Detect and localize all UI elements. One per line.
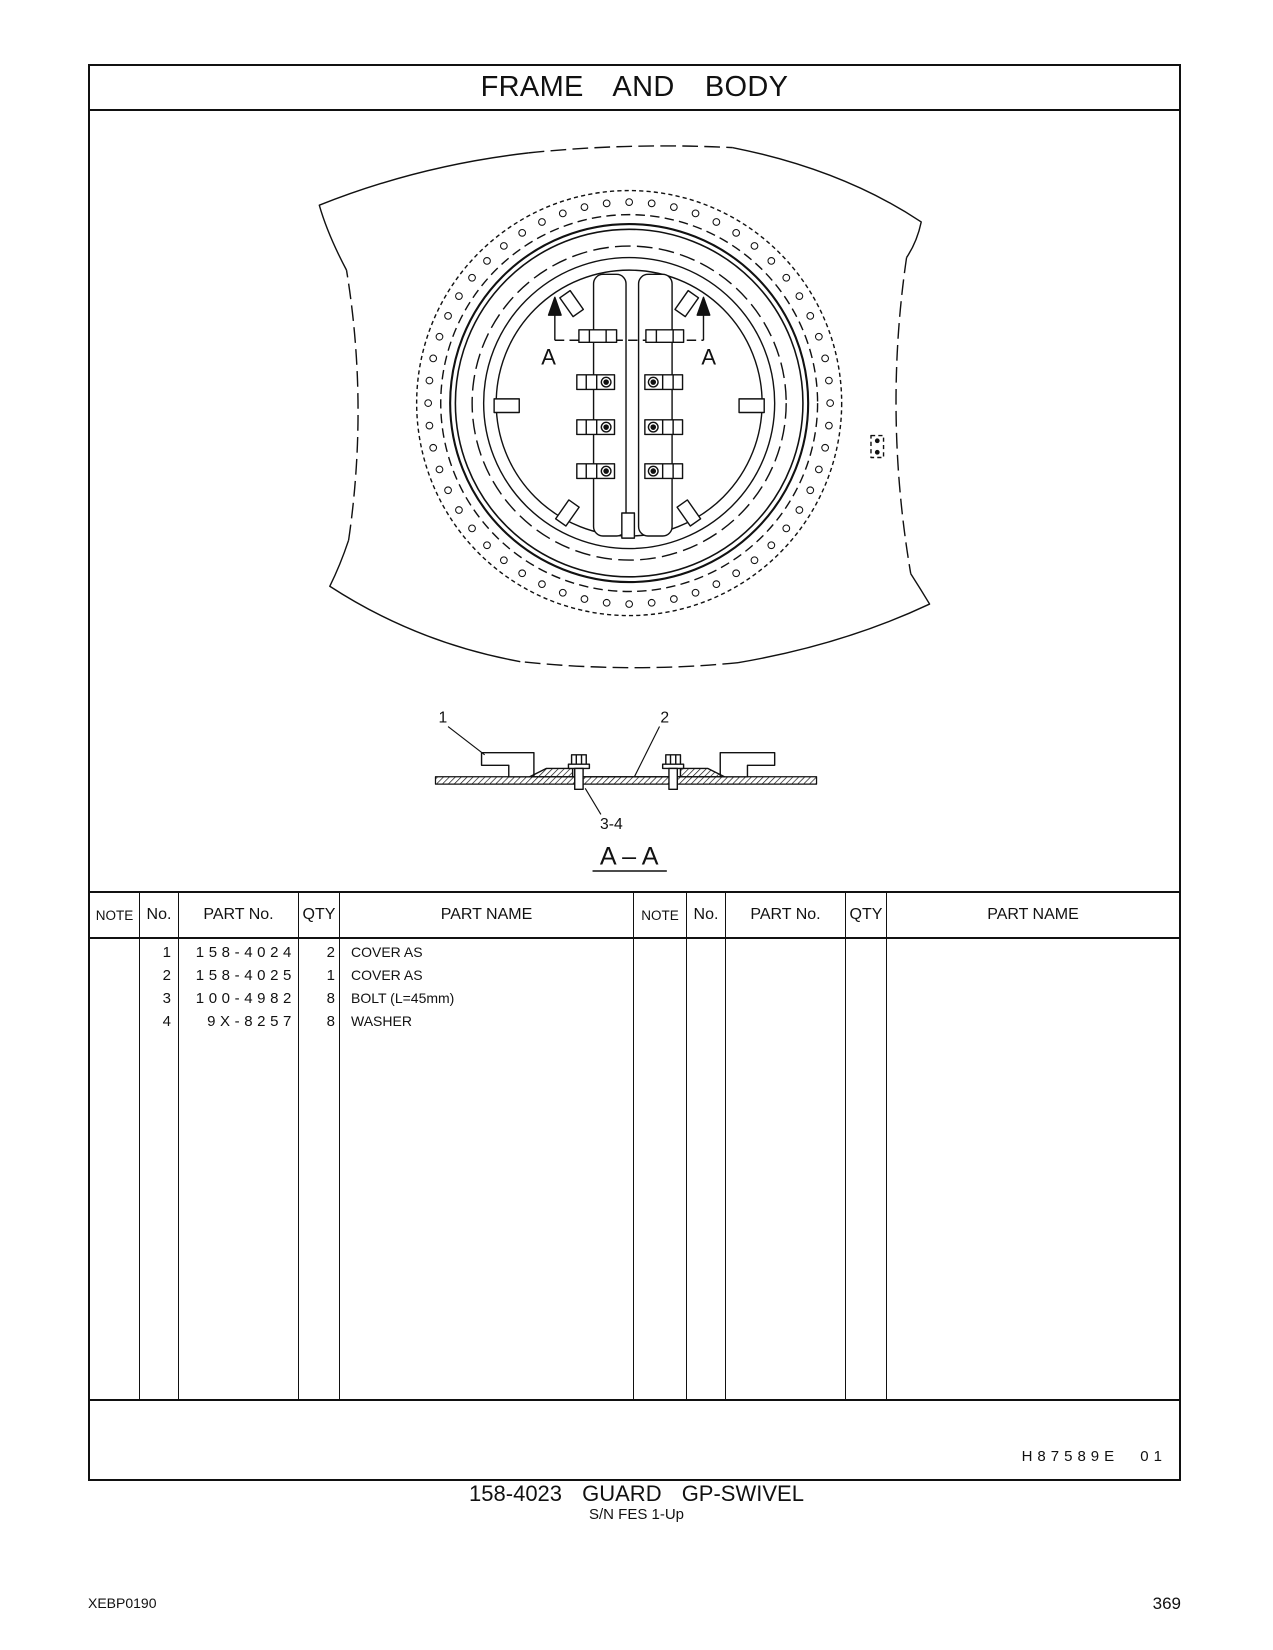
part-name: WASHER — [351, 1013, 412, 1029]
tab — [560, 291, 584, 317]
cover-tabs — [494, 291, 764, 539]
quantity: 1 — [326, 967, 335, 984]
bolt-hole — [815, 333, 822, 340]
item-number: 1 — [162, 944, 171, 961]
bolt-hole — [713, 581, 720, 588]
bolt-hole — [436, 466, 443, 473]
bolt-hole — [519, 570, 526, 577]
parts-list — [90, 941, 1179, 1033]
bolt-hole — [469, 274, 476, 281]
bolt-hole — [436, 333, 443, 340]
plan-view — [319, 146, 929, 668]
part-number: 100-4982 — [195, 990, 296, 1007]
callout-3-4: 3-4 — [600, 816, 623, 834]
bolt-hole — [430, 444, 437, 451]
note-cell — [90, 964, 140, 987]
header-quantity: QTY — [299, 893, 340, 937]
part-name: COVER AS — [351, 944, 423, 960]
tab — [675, 291, 699, 317]
bolt-hole — [603, 200, 610, 207]
swing-bearing-ring — [417, 191, 842, 616]
bolt-hole — [671, 596, 678, 603]
bolt-hole — [426, 377, 433, 384]
part-name: BOLT (L=45mm) — [351, 990, 455, 1006]
arrow-up-icon — [549, 297, 562, 315]
section-marker-left: A — [541, 344, 556, 370]
bolt-hole — [822, 355, 829, 362]
bolt-hole — [519, 230, 526, 237]
bolt-hole — [484, 258, 491, 265]
page-title: FRAME AND BODY — [90, 66, 1179, 111]
part-number: 9X-8257 — [207, 1013, 296, 1030]
cover-clamp — [577, 420, 615, 435]
note-cell — [90, 941, 140, 964]
cover-clamp — [577, 375, 615, 390]
bolt-hole — [783, 274, 790, 281]
bolt-hole — [426, 422, 433, 429]
quantity: 8 — [326, 1013, 335, 1030]
serial-number-range: S/N FES 1-Up — [588, 1506, 685, 1523]
cover-clamp — [645, 375, 683, 390]
cover-left — [594, 274, 626, 536]
bolt-hole — [783, 525, 790, 532]
catalog-frame — [88, 64, 1181, 1481]
part-name: COVER AS — [351, 967, 423, 983]
cover-section-right — [720, 753, 774, 777]
base-plate-section — [435, 777, 816, 784]
section-view-a-a — [435, 709, 816, 871]
bolt-hole-circle — [425, 199, 834, 608]
cover-clamp — [579, 330, 617, 343]
header-note: NOTE — [90, 893, 140, 937]
bolt-hole — [826, 377, 833, 384]
leader-line — [585, 788, 601, 814]
bolt-hole — [807, 487, 814, 494]
tab — [739, 399, 764, 413]
bolt-hole — [456, 293, 463, 300]
header-part-number: PART No. — [726, 893, 846, 937]
item-number: 4 — [162, 1013, 171, 1030]
bolt-hole — [827, 400, 834, 407]
bolt-hole — [768, 542, 775, 549]
part-number: 158-4025 — [195, 967, 296, 984]
cover-outer-edge — [496, 270, 762, 536]
table-row — [90, 1010, 1179, 1033]
header-item-number: No. — [687, 893, 726, 937]
page-number: 369 — [1152, 1594, 1181, 1613]
bolt-hole — [445, 487, 452, 494]
callout-2: 2 — [660, 709, 670, 727]
bolt-hole — [751, 557, 758, 564]
bolt-hole — [626, 199, 633, 206]
illustration-footer — [90, 1401, 1179, 1479]
header-part-name: PART NAME — [987, 906, 1079, 923]
bolt-hole — [430, 355, 437, 362]
bolt-hole — [539, 581, 546, 588]
tab — [494, 399, 519, 413]
item-number: 2 — [162, 967, 171, 984]
item-number: 3 — [162, 990, 171, 1007]
bolt-hole — [713, 219, 720, 226]
bolt-hole — [469, 525, 476, 532]
header-part-number: PART No. — [179, 893, 299, 937]
header-note: NOTE — [634, 893, 687, 937]
bolt-hole — [807, 313, 814, 320]
tab — [622, 513, 635, 538]
bolt-hole — [501, 243, 508, 250]
bolt-hole — [796, 507, 803, 514]
bolt-hole — [648, 200, 655, 207]
cover-section-left — [482, 753, 534, 777]
section-marker-right: A — [701, 344, 717, 370]
bolt-hole — [826, 422, 833, 429]
cover-clamp — [577, 464, 615, 479]
document-id: XEBP0190 — [88, 1595, 157, 1611]
arrow-up-icon — [697, 297, 710, 315]
cover-clamp — [645, 420, 683, 435]
quantity: 8 — [326, 990, 335, 1007]
bolt-hole — [751, 243, 758, 250]
small-bracket — [871, 436, 884, 458]
leader-line — [448, 727, 485, 755]
section-title: A – A — [599, 842, 659, 871]
part-number: 158-4024 — [195, 944, 296, 961]
header-item-number: No. — [140, 893, 179, 937]
parts-table-body — [90, 939, 1179, 1401]
bolt-hole — [648, 599, 655, 606]
bolt-hole — [484, 542, 491, 549]
tab — [556, 500, 579, 526]
table-row — [90, 987, 1179, 1010]
bolt-hole — [456, 507, 463, 514]
bolt-hole — [581, 596, 588, 603]
parts-table-header — [90, 893, 1179, 939]
cover-clamp — [645, 464, 683, 479]
quantity: 2 — [326, 944, 335, 961]
guard-assembly-drawing — [90, 111, 1179, 891]
group-caption: 158-4023 GUARD GP-SWIVEL — [469, 1481, 804, 1506]
illustration-area — [90, 111, 1179, 893]
cover-joggle-left — [530, 768, 573, 776]
callout-1: 1 — [438, 709, 448, 727]
bolt-hole — [626, 601, 633, 608]
header-quantity: QTY — [846, 893, 887, 937]
bolt-hole — [733, 570, 740, 577]
bolt-hole — [501, 557, 508, 564]
cover-right — [639, 274, 672, 536]
bolt-hole — [692, 589, 699, 596]
leader-line — [634, 727, 659, 777]
bolt-hole — [692, 210, 699, 217]
bolt-hole — [445, 313, 452, 320]
table-row — [90, 964, 1179, 987]
bolt-hole — [603, 599, 610, 606]
note-cell — [90, 987, 140, 1010]
bolt-hole — [425, 400, 432, 407]
bolt-hole — [796, 293, 803, 300]
bolt-hole — [539, 219, 546, 226]
bolt-hole — [559, 589, 566, 596]
bolt-hole — [581, 204, 588, 211]
bolt-hole — [815, 466, 822, 473]
bolt-hole — [822, 444, 829, 451]
cover-clamp — [646, 330, 684, 343]
illustration-code: H87589E 01 — [1021, 1448, 1167, 1465]
opening-edge — [484, 258, 775, 549]
note-cell — [90, 1010, 140, 1033]
bolt-hole — [559, 210, 566, 217]
ring-outer-edge — [417, 191, 842, 616]
header-part-name: PART NAME — [340, 893, 634, 937]
bolt-hole — [671, 204, 678, 211]
table-row — [90, 941, 1179, 964]
bolt-hole — [733, 230, 740, 237]
bolt-hole — [768, 258, 775, 265]
cover-joggle-right — [680, 768, 724, 776]
tab — [677, 500, 701, 526]
